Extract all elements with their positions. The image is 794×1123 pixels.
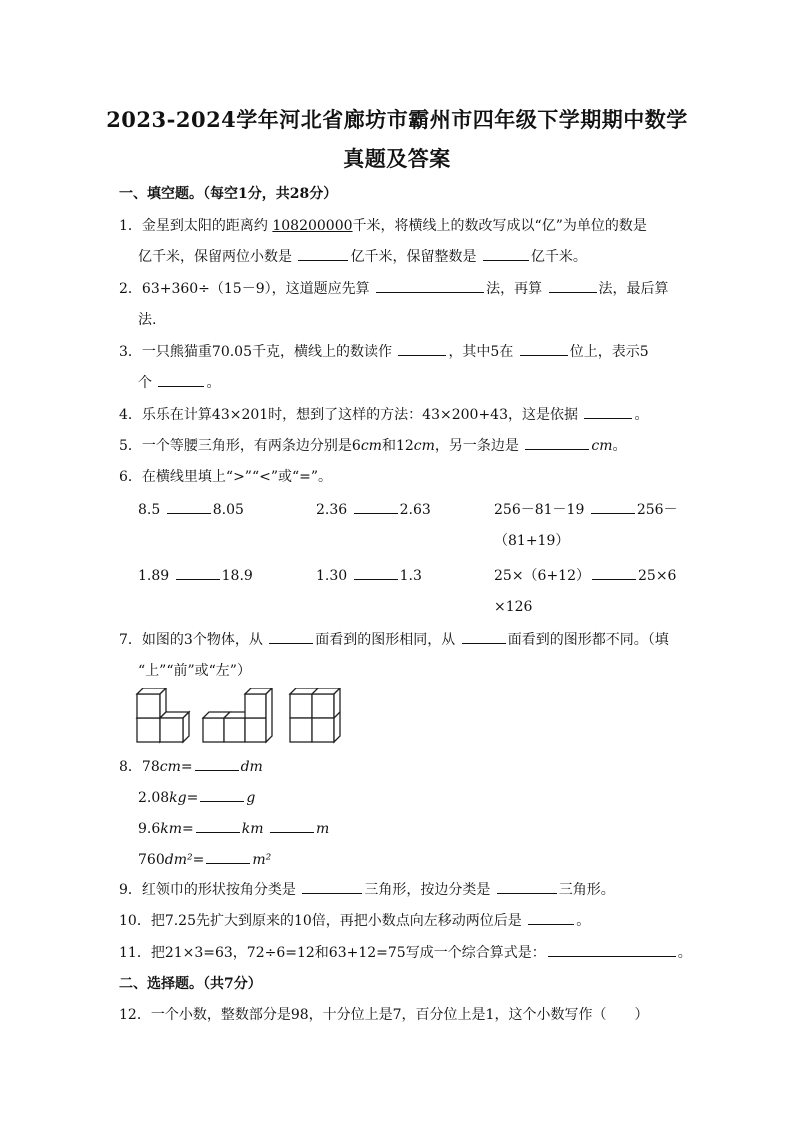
answer-blank[interactable]	[483, 247, 529, 261]
question-6-stem: 6．在横线里填上“>”“<”或“=”。	[119, 469, 333, 485]
page-title-line2: 真题及答案	[343, 146, 451, 171]
compare-item: 256－81－19 256－	[494, 502, 678, 518]
question-12: 12．一个小数，整数部分是98，十分位上是7，百分位上是1，这个小数写作（ ）	[119, 1007, 649, 1023]
question-8-part-a: 8．78cm= dm	[119, 759, 263, 775]
section-heading-multiple-choice: 二、选择题。（共7分）	[119, 976, 262, 992]
answer-blank[interactable]	[302, 880, 362, 894]
underlined-number: 108200000	[272, 218, 353, 234]
answer-blank[interactable]	[158, 373, 204, 387]
question-3-line1: 3．一只熊猫重70.05千克，横线上的数读作 ，其中5在 位上，表示5	[119, 344, 649, 360]
answer-blank[interactable]	[549, 279, 597, 293]
answer-blank[interactable]	[525, 436, 589, 450]
question-2-line1: 2．63+360÷（15－9），这道题应先算 法，再算 法，最后算	[119, 281, 669, 297]
answer-blank[interactable]	[206, 850, 250, 864]
question-1-line1: 1．金星到太阳的距离约 108200000千米，将横线上的数改写成以“亿”为单位的数是	[119, 218, 647, 234]
answer-blank[interactable]	[354, 566, 398, 580]
question-4: 4．乐乐在计算43×201时，想到了这样的方法：43×200+43，这是依据 。	[119, 407, 649, 423]
answer-blank[interactable]	[520, 342, 568, 356]
question-11: 11．把21×3=63，72÷6=12和63+12=75写成一个综合算式是： 。	[119, 945, 692, 961]
question-7-line2: “上”“前”或“左”）	[138, 663, 251, 679]
question-1-line2: 亿千米，保留两位小数是 亿千米，保留整数是 亿千米。	[138, 249, 587, 265]
cube-figure-2	[203, 688, 272, 742]
answer-blank[interactable]	[548, 943, 676, 957]
answer-blank[interactable]	[462, 630, 506, 644]
compare-item-continued: ×126	[494, 599, 533, 615]
question-2-line2: 法.	[138, 312, 157, 328]
answer-blank[interactable]	[376, 279, 484, 293]
answer-blank[interactable]	[167, 500, 211, 514]
cube-figure-1	[137, 688, 189, 742]
compare-item: 25×（6+12） 25×6	[494, 568, 677, 584]
question-8-part-d: 760dm²= m²	[138, 852, 272, 868]
answer-blank[interactable]	[354, 500, 398, 514]
answer-blank[interactable]	[398, 342, 446, 356]
question-5: 5．一个等腰三角形，有两条边分别是6cm和12cm，另一条边是 cm。	[119, 438, 627, 454]
question-9: 9．红领巾的形状按角分类是 三角形，按边分类是 三角形。	[119, 882, 615, 898]
compare-item: 1.89 18.9	[138, 568, 253, 584]
answer-blank[interactable]	[591, 500, 635, 514]
question-8-part-c: 9.6km= km m	[138, 821, 330, 837]
answer-blank[interactable]	[497, 880, 557, 894]
answer-blank[interactable]	[270, 819, 314, 833]
answer-blank[interactable]	[298, 247, 348, 261]
answer-blank[interactable]	[592, 566, 636, 580]
page-title: 2023-2024学年河北省廊坊市霸州市四年级下学期期中数学	[106, 107, 688, 132]
compare-item-continued: （81+19）	[494, 533, 570, 549]
question-8-part-b: 2.08kg= g	[138, 790, 256, 806]
answer-blank[interactable]	[176, 566, 220, 580]
answer-blank[interactable]	[528, 911, 574, 925]
question-3-line2: 个 。	[138, 375, 221, 391]
answer-blank[interactable]	[200, 788, 244, 802]
answer-blank[interactable]	[269, 630, 313, 644]
answer-blank[interactable]	[195, 757, 239, 771]
cube-figure-3	[290, 688, 340, 742]
question-7-line1: 7．如图的3个物体，从 面看到的图形相同，从 面看到的图形都不同。（填	[119, 632, 669, 648]
compare-item: 2.36 2.63	[316, 502, 431, 518]
cube-figures	[130, 688, 350, 746]
answer-blank[interactable]	[196, 819, 240, 833]
compare-item: 1.30 1.3	[316, 568, 422, 584]
question-10: 10．把7.25先扩大到原来的10倍，再把小数点向左移动两位后是 。	[119, 913, 591, 929]
compare-item: 8.5 8.05	[138, 502, 244, 518]
answer-blank[interactable]	[584, 405, 632, 419]
section-heading-fill-in: 一、填空题。（每空1分，共28分）	[119, 186, 338, 202]
